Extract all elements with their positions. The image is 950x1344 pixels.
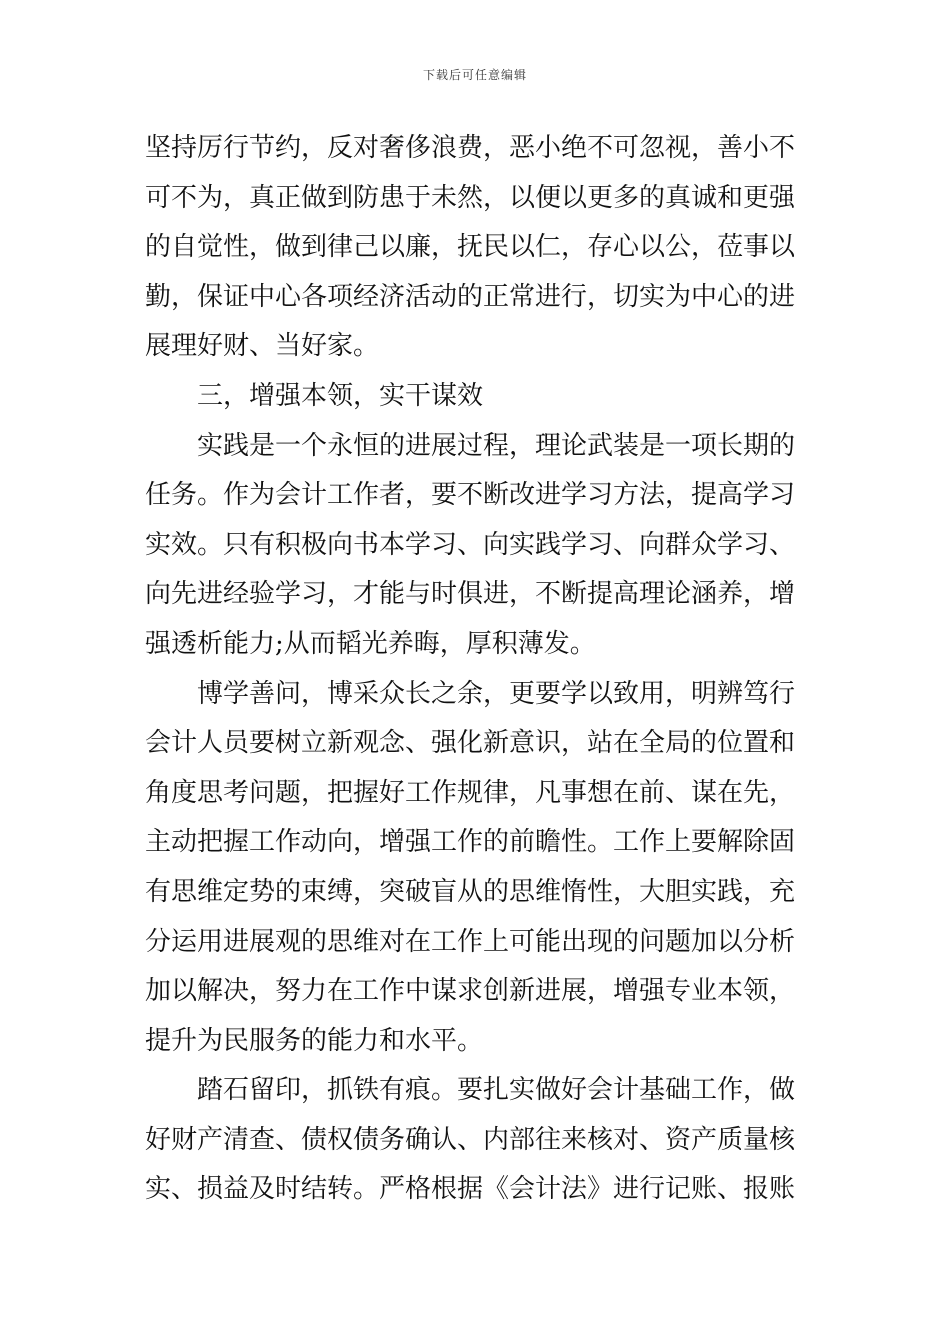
- text-line: 坚持厉行节约，反对奢侈浪费，恶小绝不可忽视，善小不: [145, 133, 796, 163]
- text-line: 博学善问，博采众长之余，更要学以致用，明辨笃行: [197, 678, 796, 709]
- text-line: 踏石留印，抓铁有痕。要扎实做好会计基础工作，做: [197, 1075, 796, 1106]
- text-line: 的自觉性，做到律己以廉，抚民以仁，存心以公，莅事以: [145, 232, 796, 263]
- body-text: [145, 124, 807, 1215]
- text-line: 有思维定势的束缚，突破盲从的思维惰性，大胆实践，充: [145, 876, 796, 907]
- text-line: 分运用进展观的思维对在工作上可能出现的问题加以分析: [145, 926, 796, 957]
- text-line: 可不为，真正做到防患于未然，以便以更多的真诚和更强: [145, 182, 796, 213]
- text-line: 实践是一个永恒的进展过程，理论武装是一项长期的: [197, 430, 796, 461]
- text-line: 角度思考问题，把握好工作规律，凡事想在前、谋在先，: [145, 777, 796, 808]
- text-line: 强透析能力;从而韬光养晦，厚积薄发。: [145, 628, 596, 659]
- text-line: 主动把握工作动向，增强工作的前瞻性。工作上要解除固: [145, 827, 796, 858]
- text-line: 好财产清查、债权债务确认、内部往来核对、资产质量核: [145, 1124, 796, 1155]
- text-line: 加以解决，努力在工作中谋求创新进展，增强专业本领，: [145, 976, 796, 1007]
- text-line: 实效。只有积极向书本学习、向实践学习、向群众学习、: [145, 529, 796, 560]
- text-line: 三，增强本领，实干谋效: [197, 380, 484, 411]
- text-line: 会计人员要树立新观念、强化新意识，站在全局的位置和: [145, 728, 796, 759]
- text-line: 向先进经验学习，才能与时俱进，不断提高理论涵养，增: [145, 579, 796, 610]
- text-line: 勤，保证中心各项经济活动的正常进行，切实为中心的进: [145, 281, 796, 312]
- text-line: 实、损益及时结转。严格根据《会计法》进行记账、报账: [145, 1174, 796, 1205]
- text-line: 任务。作为会计工作者，要不断改进学习方法，提高学习: [145, 480, 796, 511]
- text-line: 提升为民服务的能力和水平。: [145, 1025, 484, 1056]
- text-line: 展理好财、当好家。: [145, 331, 380, 362]
- header-note: 下载后可任意编辑: [422, 68, 527, 82]
